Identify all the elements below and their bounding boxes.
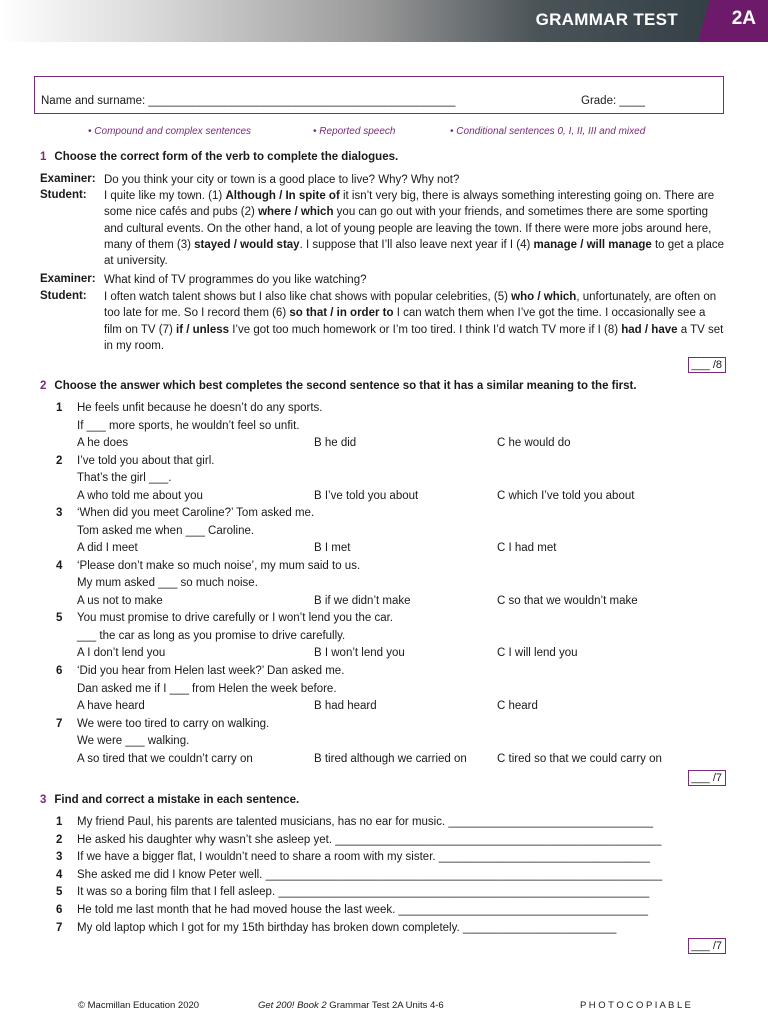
- footer-copyright: © Macmillan Education 2020: [78, 1000, 200, 1011]
- option-b[interactable]: B I’ve told you about: [314, 489, 419, 502]
- question-number: 7: [56, 717, 63, 730]
- section-instruction: Choose the answer which best completes the second sentence so that it has a similar meaning to the first.: [54, 380, 637, 392]
- option-a[interactable]: A who told me about you: [77, 489, 203, 502]
- verb-choice[interactable]: so that / in order to: [289, 307, 394, 320]
- option-a[interactable]: A so tired that we couldn’t carry on: [77, 752, 253, 765]
- speaker-label: Examiner:: [40, 173, 96, 185]
- section-instruction: Choose the correct form of the verb to complete the dialogues.: [54, 151, 399, 163]
- question-gap-sentence: If ___ more sports, he wouldn’t feel so unfit.: [77, 419, 300, 432]
- name-grade-box: [34, 76, 724, 114]
- question-gap-sentence: That’s the girl ___.: [77, 472, 172, 485]
- name-field[interactable]: Name and surname: ________________________________________________: [41, 95, 456, 107]
- item-number: 4: [56, 868, 63, 881]
- dialogue-text: [104, 272, 726, 288]
- option-b[interactable]: B he did: [314, 437, 357, 449]
- speaker-label: Student:: [40, 189, 87, 201]
- dialogue-segment: What kind of TV programmes do you like watching?: [104, 274, 367, 286]
- dialogue-segment: . I suppose that I’ll also leave next year if I (4): [299, 238, 534, 251]
- speaker-label: Student:: [40, 290, 87, 302]
- item-number: 1: [56, 816, 63, 828]
- question-gap-sentence: Tom asked me when ___ Caroline.: [77, 524, 255, 537]
- section-number: 2: [40, 380, 47, 392]
- topics-list: [0, 126, 768, 140]
- verb-choice[interactable]: Although / In spite of: [225, 190, 340, 202]
- option-c[interactable]: C I will lend you: [497, 647, 578, 660]
- grade-field[interactable]: Grade: ____: [581, 95, 645, 107]
- option-a[interactable]: A he does: [77, 437, 129, 449]
- option-b[interactable]: B if we didn’t make: [314, 594, 411, 607]
- question-number: 2: [56, 454, 63, 467]
- dialogue-segment: you can go out with your friends, and sometimes there are some sporting and cultural events. On the other hand, a lot of young people are leaving the town. If there were more jobs around here, many of them (3): [104, 206, 712, 251]
- correction-item[interactable]: My old laptop which I got for my 15th birthday has broken down completely. ________________________: [77, 921, 617, 934]
- score-box[interactable]: ___ /7: [688, 770, 726, 786]
- item-number: 7: [56, 921, 63, 934]
- correction-item[interactable]: He asked his daughter why wasn’t she asleep yet. ___________________________________________________: [77, 833, 662, 846]
- question-number: 1: [56, 402, 63, 414]
- dialogue-segment: I often watch talent shows but I also like chat shows with popular celebrities, (5): [104, 291, 512, 303]
- dialogue-text: [104, 172, 726, 188]
- dialogue-segment: , unfortunately, are often on too late for me. So I record them (6): [104, 291, 717, 320]
- dialogue-segment: Do you think your city or town is a good place to live? Why? Why not?: [104, 174, 460, 186]
- option-a[interactable]: A us not to make: [77, 594, 163, 607]
- option-b[interactable]: B tired although we carried on: [314, 752, 467, 765]
- question-sentence: ‘When did you meet Caroline?’ Tom asked me.: [77, 507, 315, 520]
- option-b[interactable]: B I won’t lend you: [314, 647, 405, 660]
- correction-item[interactable]: She asked me did I know Peter well. ______________________________________________________________: [77, 868, 663, 881]
- dialogue-segment: to get a place at university.: [104, 238, 725, 268]
- question-gap-sentence: Dan asked me if I ___ from Helen the week before.: [77, 682, 337, 695]
- dialogue-segment: I’ve got too much homework or I’m too tired. I think I’d watch TV more if I (8): [229, 323, 622, 336]
- verb-choice[interactable]: where / which: [258, 206, 334, 219]
- option-c[interactable]: C I had met: [497, 542, 557, 555]
- section-3-heading: [40, 794, 299, 806]
- option-a[interactable]: A did I meet: [77, 542, 138, 555]
- option-b[interactable]: B had heard: [314, 700, 377, 712]
- question-sentence: ‘Please don’t make so much noise’, my mum said to us.: [77, 559, 361, 572]
- option-c[interactable]: C so that we wouldn’t make: [497, 594, 638, 607]
- footer-photocopiable: P H O T O C O P I A B L E: [580, 1000, 691, 1011]
- dialogue-segment: a TV set in my room.: [104, 323, 724, 352]
- question-number: 4: [56, 559, 63, 572]
- section-number: 1: [40, 151, 47, 163]
- option-c[interactable]: C tired so that we could carry on: [497, 752, 662, 765]
- verb-choice[interactable]: had / have: [621, 323, 678, 336]
- question-sentence: He feels unfit because he doesn’t do any sports.: [77, 402, 323, 414]
- verb-choice[interactable]: manage / will manage: [533, 238, 652, 251]
- dialogue-segment: I can watch them when I’ve got the time. I occasionally see a film on TV (7): [104, 307, 706, 336]
- footer-test: Grammar Test 2A Units 4-6: [326, 1000, 444, 1011]
- dialogue-segment: it isn’t very big, there is always something interesting going on. There are some nice cafés and pubs (2): [104, 190, 715, 219]
- verb-choice[interactable]: if / unless: [176, 323, 230, 336]
- question-sentence: We were too tired to carry on walking.: [77, 717, 270, 730]
- question-sentence: I’ve told you about that girl.: [77, 454, 215, 467]
- section-1-heading: [40, 151, 398, 163]
- question-number: 3: [56, 507, 63, 520]
- speaker-label: Examiner:: [40, 273, 96, 285]
- correction-item[interactable]: My friend Paul, his parents are talented musicians, has no ear for music. ________________________________: [77, 816, 654, 828]
- section-instruction: Find and correct a mistake in each sentence.: [54, 794, 300, 806]
- topic-item: • Compound and complex sentences: [88, 126, 252, 137]
- footer-book: Get 200! Book 2: [258, 1000, 327, 1011]
- section-2-heading: [40, 380, 637, 392]
- option-a[interactable]: A I don’t lend you: [77, 647, 166, 660]
- question-gap-sentence: ___ the car as long as you promise to drive carefully.: [77, 629, 346, 642]
- page-title: GRAMMAR TEST: [535, 10, 678, 29]
- score-box[interactable]: ___ /8: [688, 357, 726, 373]
- topic-item: • Conditional sentences 0, I, II, III and mixed: [450, 126, 646, 137]
- correction-item[interactable]: It was so a boring film that I fell asleep. __________________________________________________________: [77, 886, 650, 899]
- topic-item: • Reported speech: [313, 126, 396, 137]
- score-box[interactable]: ___ /7: [688, 938, 726, 954]
- option-c[interactable]: C which I’ve told you about: [497, 489, 635, 502]
- option-c[interactable]: C he would do: [497, 437, 571, 449]
- footer-book-title: [258, 1000, 444, 1011]
- question-number: 6: [56, 665, 63, 677]
- option-a[interactable]: A have heard: [77, 700, 145, 712]
- dialogue-text: [104, 289, 726, 354]
- verb-choice[interactable]: stayed / would stay: [194, 238, 300, 251]
- question-sentence: ‘Did you hear from Helen last week?’ Dan asked me.: [77, 665, 345, 677]
- dialogue-text: [104, 188, 726, 269]
- question-sentence: You must promise to drive carefully or I won’t lend you the car.: [77, 612, 393, 625]
- option-c[interactable]: C heard: [497, 700, 538, 712]
- correction-item[interactable]: If we have a bigger flat, I wouldn’t need to share a room with my sister. _________________________________: [77, 851, 650, 864]
- question-number: 5: [56, 612, 63, 625]
- question-gap-sentence: We were ___ walking.: [77, 735, 190, 748]
- item-number: 5: [56, 886, 63, 899]
- item-number: 3: [56, 851, 63, 864]
- verb-choice[interactable]: who / which: [511, 291, 577, 303]
- question-gap-sentence: My mum asked ___ so much noise.: [77, 577, 258, 590]
- item-number: 6: [56, 904, 63, 916]
- option-b[interactable]: B I met: [314, 542, 351, 555]
- test-badge-label: 2A: [731, 8, 756, 29]
- correction-item[interactable]: He told me last month that he had moved house the last week. _______________________________________: [77, 904, 648, 916]
- section-number: 3: [40, 794, 47, 806]
- dialogue-segment: I quite like my town. (1): [104, 190, 226, 202]
- item-number: 2: [56, 833, 63, 846]
